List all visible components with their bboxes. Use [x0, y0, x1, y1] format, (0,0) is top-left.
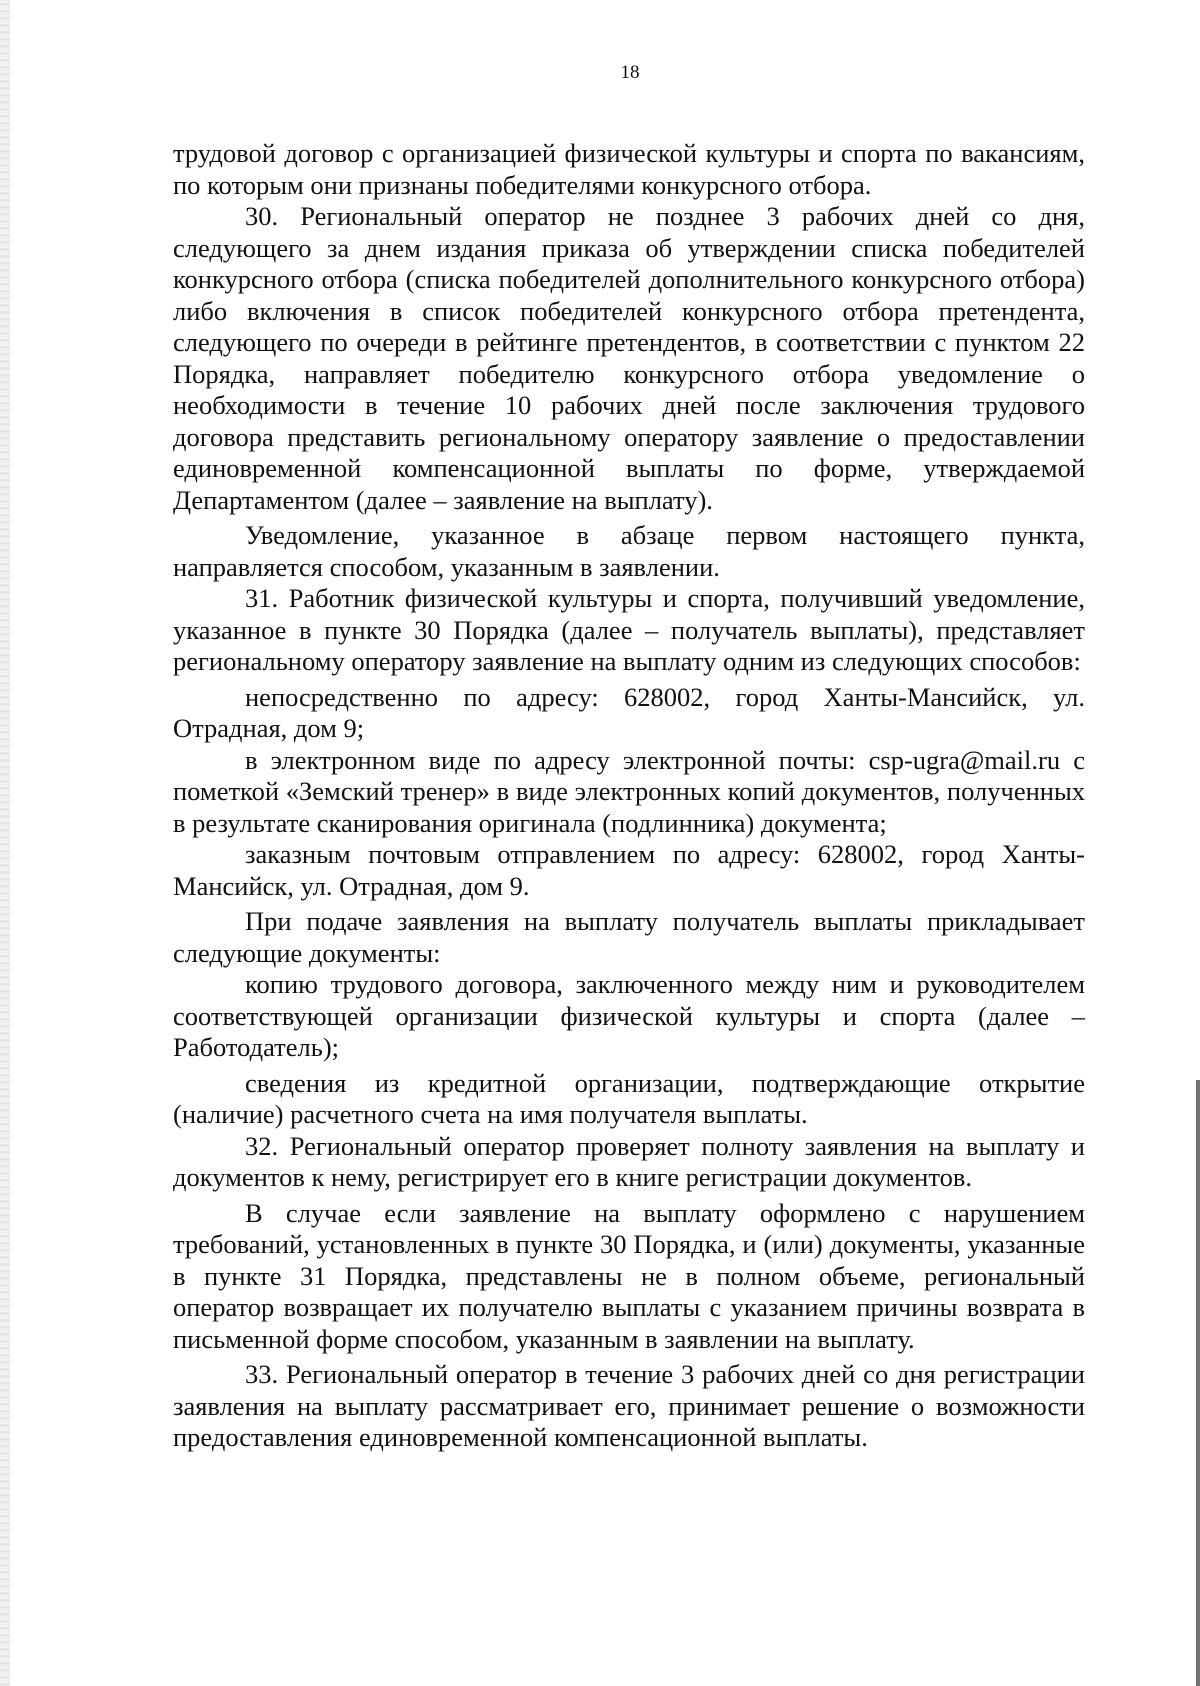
paragraph-violation: В случае если заявление на выплату оформлено с нарушением требований, установленных в пункте 30 Порядка, и (или) документы, указанные в пункте 31 Порядка, представлены не в полном объеме, региональный оператор возвращает их получателю выплаты с указанием причины возврата в письменной форме способом, указанным в заявлении на выплату.	[173, 1197, 1085, 1354]
page-number: 18	[620, 62, 640, 83]
paragraph-notification: Уведомление, указанное в абзаце первом настоящего пункта, направляется способом, указанным в заявлении.	[173, 520, 1085, 582]
paragraph-method-mail: заказным почтовым отправлением по адресу: 628002, город Ханты-Мансийск, ул. Отрадная, дом 9.	[173, 839, 1085, 901]
scan-edge-right	[1196, 1080, 1200, 1686]
document-body	[173, 138, 1085, 1454]
paragraph-doc-contract: копию трудового договора, заключенного между ним и руководителем соответствующей организации физической культуры и спорта (далее – Работодатель);	[173, 969, 1085, 1062]
paragraph-continuation: трудовой договор с организацией физической культуры и спорта по вакансиям, по которым они признаны победителями конкурсного отбора.	[173, 138, 1085, 200]
paragraph-method-email: в электронном виде по адресу электронной почты: csp-ugra@mail.ru с пометкой «Земский тренер» в виде электронных копий документов, полученных в результате сканирования оригинала (подлинника) документа;	[173, 744, 1085, 838]
paragraph-attachments: При подаче заявления на выплату получатель выплаты прикладывает следующие документы:	[173, 906, 1085, 968]
paragraph-method-direct: непосредственно по адресу: 628002, город Ханты-Мансийск, ул. Отрадная, дом 9;	[173, 681, 1085, 743]
paragraph-item-32: 32. Региональный оператор проверяет полноту заявления на выплату и документов к нему, регистрирует его в книге регистрации документов.	[173, 1130, 1085, 1192]
paragraph-item-33: 33. Региональный оператор в течение 3 рабочих дней со дня регистрации заявления на выплату рассматривает его, принимает решение о возможности предоставления единовременной компенсационной выплаты.	[173, 1359, 1085, 1452]
paragraph-item-31: 31. Работник физической культуры и спорта, получивший уведомление, указанное в пункте 30 Порядка (далее – получатель выплаты), представляет региональному оператору заявление на выплату одним из следующих способов:	[173, 583, 1085, 676]
scan-edge-left	[0, 0, 10, 1686]
paragraph-doc-bank: сведения из кредитной организации, подтверждающие открытие (наличие) расчетного счета на имя получателя выплаты.	[173, 1067, 1085, 1129]
paragraph-item-30: 30. Региональный оператор не позднее 3 рабочих дней со дня, следующего за днем издания приказа об утверждении списка победителей конкурсного отбора (списка победителей дополнительного конкурсного отбора) либо включения в список победителей конкурсного отбора претендента, следующего по очереди в рейтинге претендентов, в соответствии с пунктом 22 Порядка, направляет победителю конкурсного отбора уведомление о необходимости в течение 10 рабочих дней после заключения трудового договора представить региональному оператору заявление о предоставлении единовременной компенсационной выплаты по форме, утверждаемой Департаментом (далее – заявление на выплату).	[173, 201, 1085, 515]
